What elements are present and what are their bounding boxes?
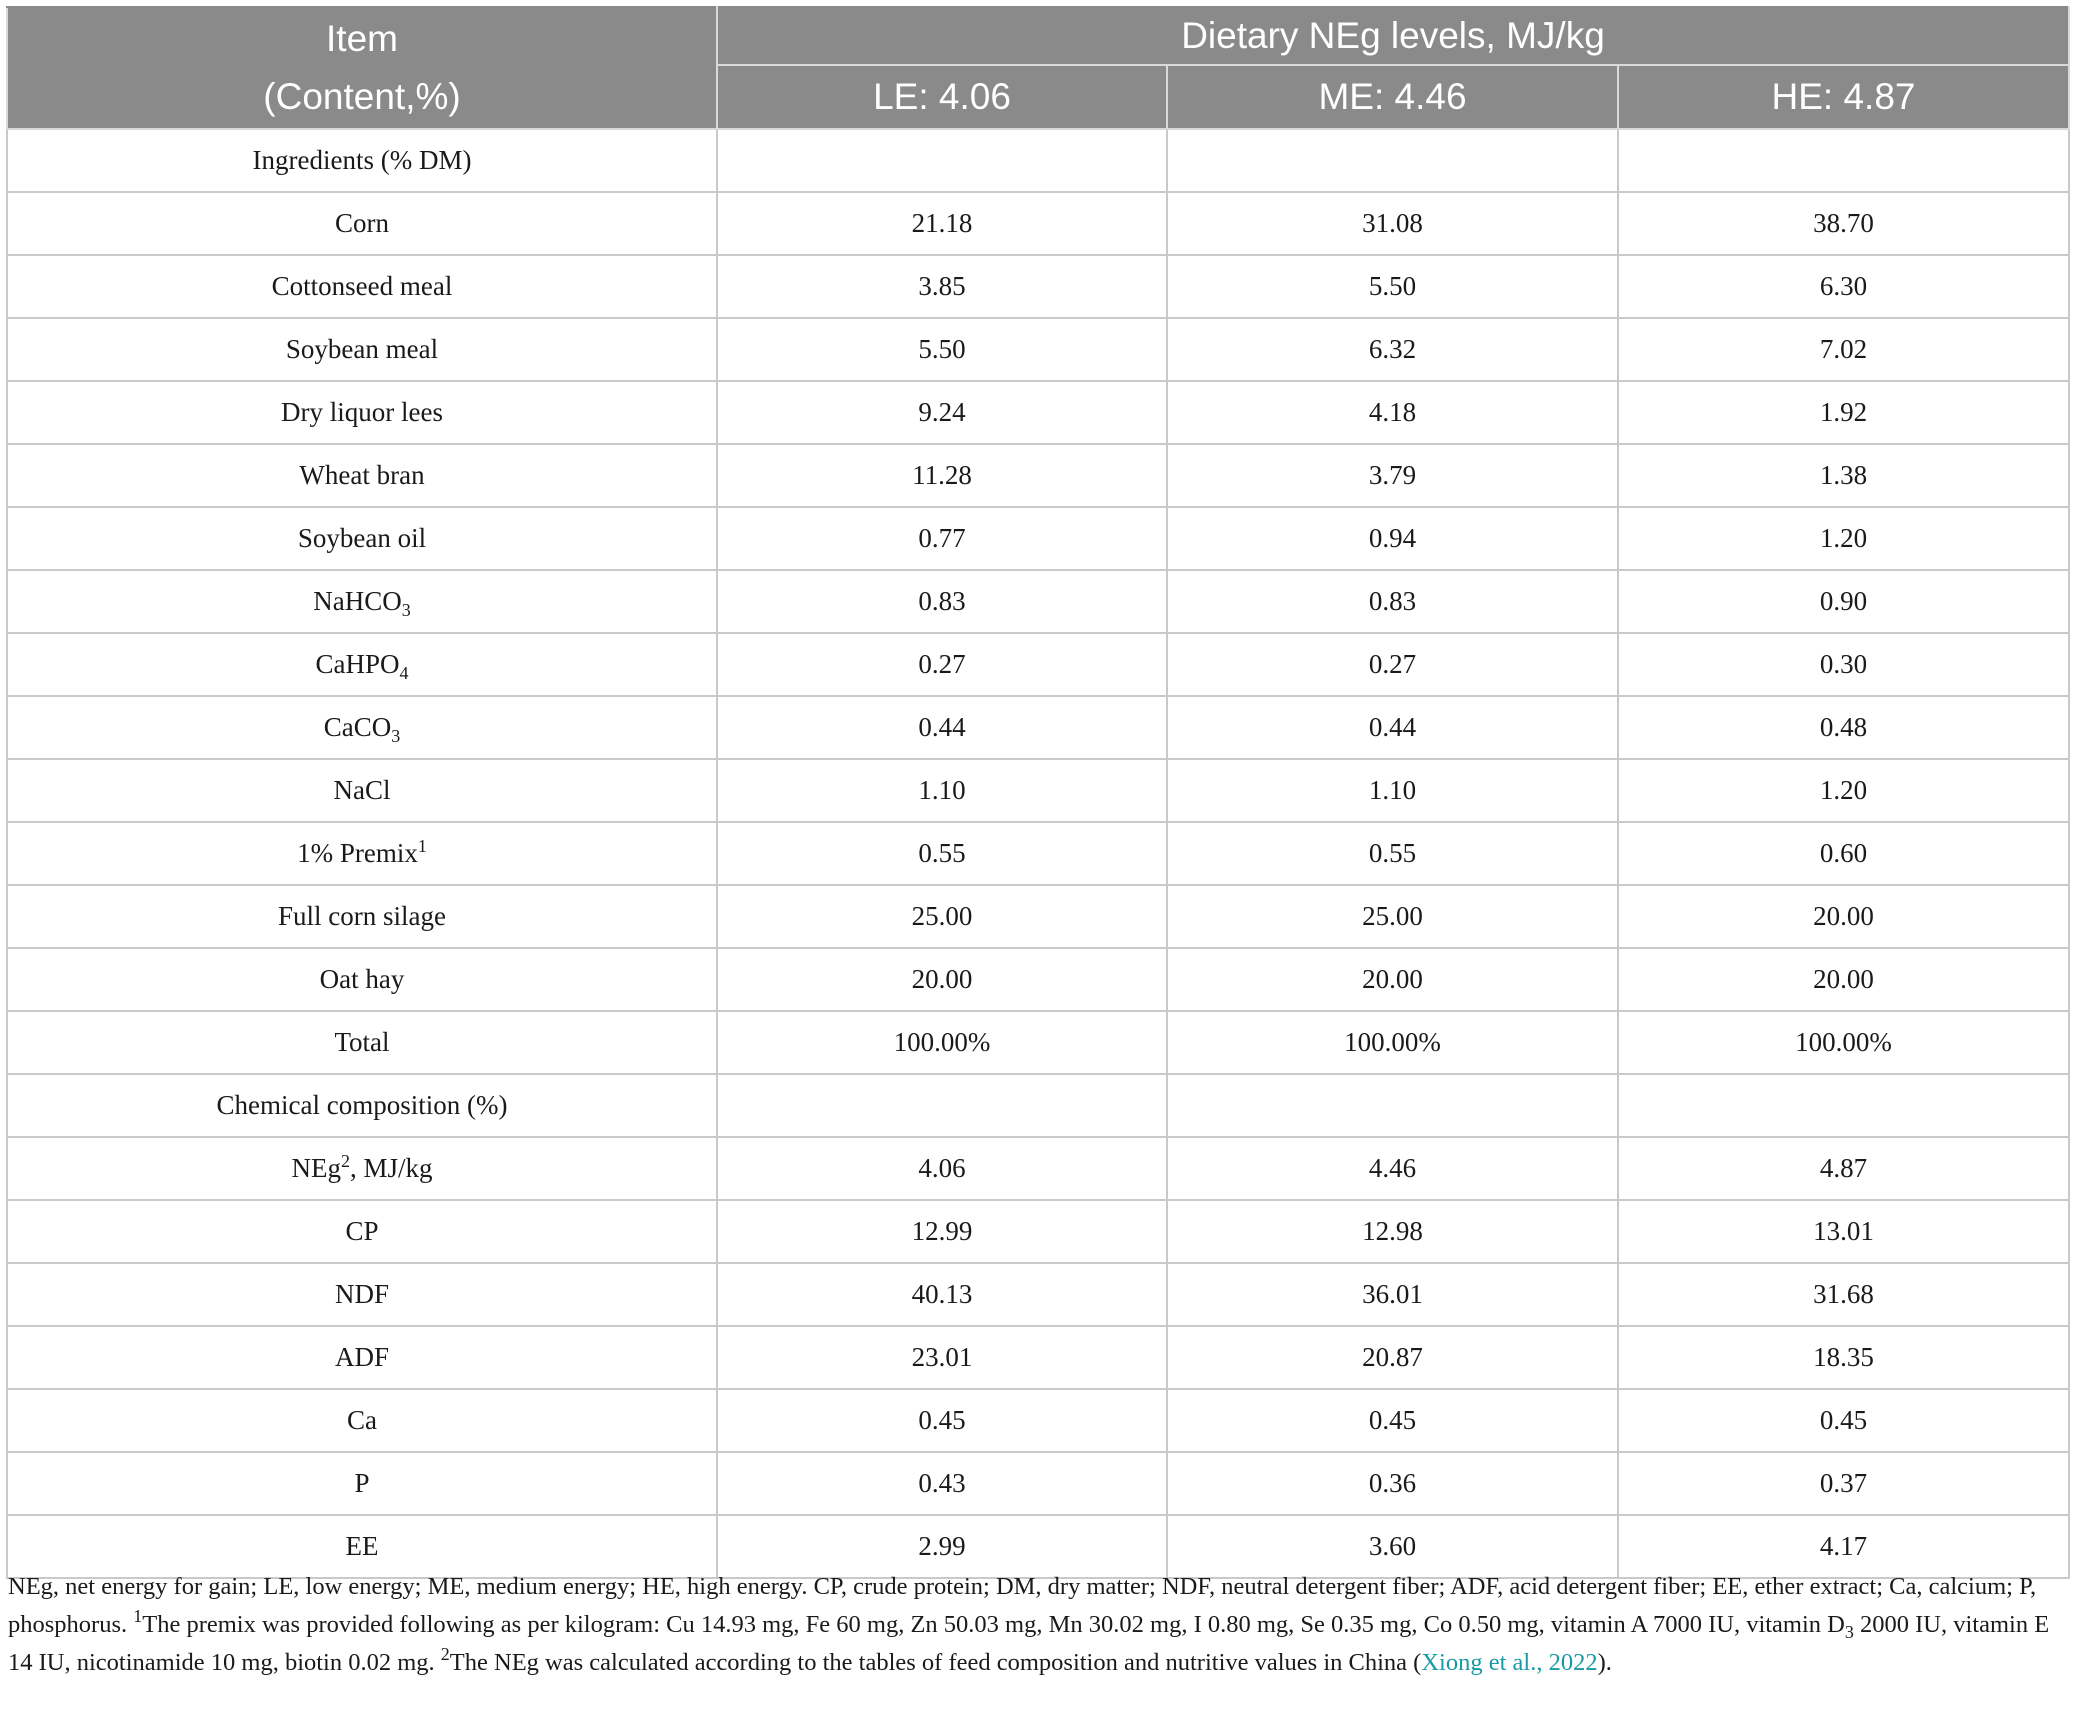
feed-composition-table bbox=[6, 6, 2070, 1579]
row-label bbox=[7, 1452, 717, 1515]
row-label-subscript: 3 bbox=[391, 726, 401, 746]
row-label-text: Corn bbox=[335, 208, 389, 238]
row-label-text: Ingredients (% DM) bbox=[252, 145, 472, 175]
row-label-text: Total bbox=[334, 1027, 390, 1057]
feed-composition-table-wrap bbox=[6, 6, 2068, 1579]
cell-le: 0.83 bbox=[717, 570, 1167, 633]
row-label bbox=[7, 759, 717, 822]
dietary-neg-group-header: Dietary NEg levels, MJ/kg bbox=[717, 7, 2069, 65]
cell-me: 20.00 bbox=[1167, 948, 1618, 1011]
row-label-text: CaHPO bbox=[315, 649, 400, 679]
cell-le: 23.01 bbox=[717, 1326, 1167, 1389]
cell-me: 31.08 bbox=[1167, 192, 1618, 255]
table-row bbox=[7, 507, 2069, 570]
row-label-footnote-marker: 2 bbox=[340, 1151, 350, 1171]
cell-le: 3.85 bbox=[717, 255, 1167, 318]
row-label bbox=[7, 1326, 717, 1389]
cell-le: 1.10 bbox=[717, 759, 1167, 822]
row-label-text: Soybean meal bbox=[285, 334, 439, 364]
row-label bbox=[7, 381, 717, 444]
row-label-text: ADF bbox=[334, 1342, 389, 1372]
cell-me: 0.94 bbox=[1167, 507, 1618, 570]
footnote-premix-text: The premix was provided following as per kilogram: Cu 14.93 mg, Fe 60 mg, Zn 50.03 mg, Mn 30.02 mg, I 0.80 mg, Se 0.35 mg, Co 0.50 mg, vitamin A 7000 IU, vitamin D bbox=[142, 1611, 1845, 1638]
citation-link[interactable]: Xiong et al., 2022 bbox=[1421, 1649, 1598, 1676]
cell-me: 3.79 bbox=[1167, 444, 1618, 507]
row-label bbox=[7, 570, 717, 633]
cell-me: 0.36 bbox=[1167, 1452, 1618, 1515]
row-label-text: CaCO bbox=[323, 712, 392, 742]
row-label bbox=[7, 696, 717, 759]
cell-he: 18.35 bbox=[1618, 1326, 2069, 1389]
row-label-text: 1% Premix bbox=[297, 838, 418, 868]
row-label-text: NaCl bbox=[333, 775, 391, 805]
row-label-text: Chemical composition (%) bbox=[216, 1090, 508, 1120]
cell-he: 0.45 bbox=[1618, 1389, 2069, 1452]
cell-he: 1.92 bbox=[1618, 381, 2069, 444]
table-row bbox=[7, 633, 2069, 696]
cell-he: 20.00 bbox=[1618, 948, 2069, 1011]
cell-me: 0.27 bbox=[1167, 633, 1618, 696]
footnote-neg-text: The NEg was calculated according to the tables of feed composition and nutritive values in China ( bbox=[449, 1649, 1422, 1676]
cell-le: 0.27 bbox=[717, 633, 1167, 696]
row-label bbox=[7, 1074, 717, 1137]
row-label-text: EE bbox=[345, 1531, 379, 1561]
table-row bbox=[7, 129, 2069, 192]
cell-le: 0.45 bbox=[717, 1389, 1167, 1452]
cell-he: 13.01 bbox=[1618, 1200, 2069, 1263]
cell-he bbox=[1618, 129, 2069, 192]
cell-he: 0.48 bbox=[1618, 696, 2069, 759]
row-label bbox=[7, 633, 717, 696]
cell-me: 0.55 bbox=[1167, 822, 1618, 885]
cell-he: 4.87 bbox=[1618, 1137, 2069, 1200]
cell-le: 100.00% bbox=[717, 1011, 1167, 1074]
table-footnote bbox=[8, 1568, 2068, 1682]
cell-me: 12.98 bbox=[1167, 1200, 1618, 1263]
footnote-marker-2: 2 bbox=[440, 1644, 450, 1664]
row-label-text: NDF bbox=[334, 1279, 389, 1309]
row-label bbox=[7, 1137, 717, 1200]
cell-le: 0.55 bbox=[717, 822, 1167, 885]
cell-le: 0.44 bbox=[717, 696, 1167, 759]
cell-le bbox=[717, 1074, 1167, 1137]
footnote-sub-3: 3 bbox=[1844, 1622, 1854, 1642]
cell-he: 38.70 bbox=[1618, 192, 2069, 255]
table-row bbox=[7, 192, 2069, 255]
table-row bbox=[7, 381, 2069, 444]
row-label-subscript: 3 bbox=[401, 600, 411, 620]
cell-he: 0.90 bbox=[1618, 570, 2069, 633]
row-label bbox=[7, 129, 717, 192]
cell-me: 3.60 bbox=[1167, 1515, 1618, 1578]
row-label bbox=[7, 1389, 717, 1452]
row-label-text: Oat hay bbox=[319, 964, 405, 994]
table-row bbox=[7, 318, 2069, 381]
cell-he: 1.20 bbox=[1618, 759, 2069, 822]
row-label-text: Wheat bran bbox=[299, 460, 425, 490]
row-label bbox=[7, 1200, 717, 1263]
cell-le: 9.24 bbox=[717, 381, 1167, 444]
cell-le: 21.18 bbox=[717, 192, 1167, 255]
row-label-text: NaHCO bbox=[313, 586, 402, 616]
cell-le: 11.28 bbox=[717, 444, 1167, 507]
row-label bbox=[7, 1011, 717, 1074]
table-row bbox=[7, 1326, 2069, 1389]
table-row bbox=[7, 948, 2069, 1011]
table-row bbox=[7, 885, 2069, 948]
cell-me: 25.00 bbox=[1167, 885, 1618, 948]
cell-he: 1.38 bbox=[1618, 444, 2069, 507]
table-row bbox=[7, 822, 2069, 885]
row-label bbox=[7, 444, 717, 507]
cell-le: 0.77 bbox=[717, 507, 1167, 570]
table-row bbox=[7, 759, 2069, 822]
footnote-end: ). bbox=[1597, 1649, 1612, 1676]
cell-me: 0.45 bbox=[1167, 1389, 1618, 1452]
cell-he: 100.00% bbox=[1618, 1011, 2069, 1074]
row-label bbox=[7, 885, 717, 948]
row-label-text: NEg bbox=[291, 1153, 341, 1183]
cell-me: 6.32 bbox=[1167, 318, 1618, 381]
cell-he: 6.30 bbox=[1618, 255, 2069, 318]
column-header-he: HE: 4.87 bbox=[1618, 65, 2069, 129]
footnote-premix-text-cont: 2000 IU, vitamin E 14 IU, nicotinamide 10 mg, biotin 0.02 mg. bbox=[8, 1611, 2050, 1676]
row-label bbox=[7, 1263, 717, 1326]
footnote-marker-1: 1 bbox=[133, 1606, 143, 1626]
row-label bbox=[7, 822, 717, 885]
row-label bbox=[7, 255, 717, 318]
item-column-header bbox=[7, 7, 717, 129]
cell-me bbox=[1167, 129, 1618, 192]
cell-me: 4.18 bbox=[1167, 381, 1618, 444]
cell-me: 5.50 bbox=[1167, 255, 1618, 318]
cell-he: 0.37 bbox=[1618, 1452, 2069, 1515]
row-label-text: Dry liquor lees bbox=[281, 397, 443, 427]
table-row bbox=[7, 1263, 2069, 1326]
row-label-text: Ca bbox=[347, 1405, 377, 1435]
cell-le: 25.00 bbox=[717, 885, 1167, 948]
table-header bbox=[7, 7, 2069, 129]
table-row bbox=[7, 570, 2069, 633]
cell-he: 0.60 bbox=[1618, 822, 2069, 885]
cell-me: 0.83 bbox=[1167, 570, 1618, 633]
cell-he: 4.17 bbox=[1618, 1515, 2069, 1578]
cell-me: 100.00% bbox=[1167, 1011, 1618, 1074]
cell-le: 2.99 bbox=[717, 1515, 1167, 1578]
row-label-text: Full corn silage bbox=[278, 901, 446, 931]
table-row bbox=[7, 1137, 2069, 1200]
table-row bbox=[7, 1011, 2069, 1074]
column-header-le: LE: 4.06 bbox=[717, 65, 1167, 129]
cell-le bbox=[717, 129, 1167, 192]
table-row bbox=[7, 696, 2069, 759]
row-label-text: Cottonseed meal bbox=[271, 271, 453, 301]
row-label-subscript: 4 bbox=[399, 663, 409, 683]
footnote-abbreviations: NEg, net energy for gain; LE, low energy; ME, medium energy; HE, high energy. CP, crude protein; DM, dry matter; NDF, neutral detergent fiber; ADF, acid detergent fiber; EE, ether extract; Ca, calcium; P, phosphorus. bbox=[8, 1573, 2037, 1638]
table-body bbox=[7, 129, 2069, 1578]
column-header-me: ME: 4.46 bbox=[1167, 65, 1618, 129]
cell-me: 1.10 bbox=[1167, 759, 1618, 822]
row-label-footnote-marker: 1 bbox=[417, 836, 427, 856]
cell-me: 0.44 bbox=[1167, 696, 1618, 759]
table-row bbox=[7, 1074, 2069, 1137]
table-row bbox=[7, 1389, 2069, 1452]
cell-le: 12.99 bbox=[717, 1200, 1167, 1263]
cell-me: 4.46 bbox=[1167, 1137, 1618, 1200]
cell-he: 0.30 bbox=[1618, 633, 2069, 696]
row-label-text: Soybean oil bbox=[297, 523, 427, 553]
cell-me: 36.01 bbox=[1167, 1263, 1618, 1326]
cell-le: 0.43 bbox=[717, 1452, 1167, 1515]
cell-le: 20.00 bbox=[717, 948, 1167, 1011]
item-header-line2: (Content,%) bbox=[263, 76, 461, 117]
cell-me: 20.87 bbox=[1167, 1326, 1618, 1389]
row-label bbox=[7, 192, 717, 255]
table-row bbox=[7, 255, 2069, 318]
cell-me bbox=[1167, 1074, 1618, 1137]
row-label-suffix: , MJ/kg bbox=[349, 1153, 433, 1183]
row-label bbox=[7, 948, 717, 1011]
row-label-text: P bbox=[354, 1468, 370, 1498]
cell-le: 5.50 bbox=[717, 318, 1167, 381]
row-label-text: CP bbox=[345, 1216, 379, 1246]
cell-he: 31.68 bbox=[1618, 1263, 2069, 1326]
cell-he: 20.00 bbox=[1618, 885, 2069, 948]
table-row bbox=[7, 444, 2069, 507]
item-header-line1: Item bbox=[326, 18, 398, 59]
cell-he: 7.02 bbox=[1618, 318, 2069, 381]
row-label bbox=[7, 318, 717, 381]
row-label bbox=[7, 507, 717, 570]
cell-he: 1.20 bbox=[1618, 507, 2069, 570]
cell-le: 40.13 bbox=[717, 1263, 1167, 1326]
table-row bbox=[7, 1200, 2069, 1263]
table-row bbox=[7, 1452, 2069, 1515]
cell-he bbox=[1618, 1074, 2069, 1137]
cell-le: 4.06 bbox=[717, 1137, 1167, 1200]
